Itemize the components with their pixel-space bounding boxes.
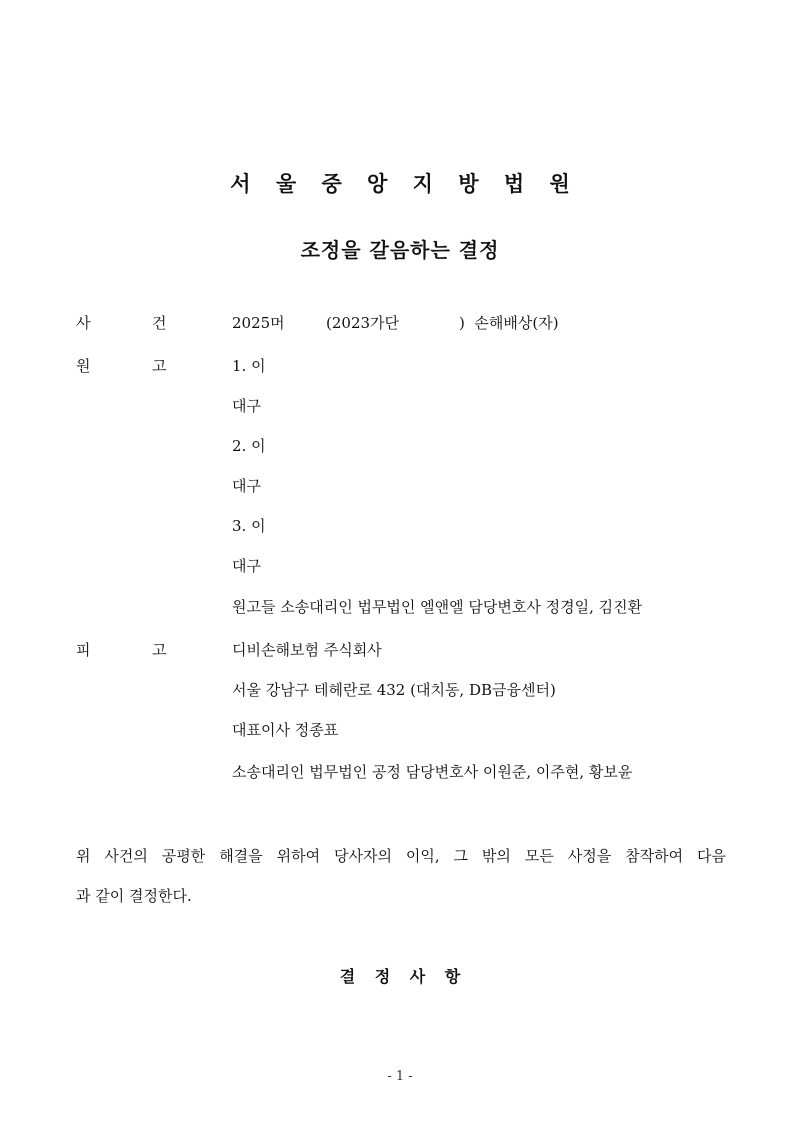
plaintiff-row-4: [0, 474, 800, 498]
plaintiff-attorneys: 원고들 소송대리인 법무법인 엘앤엘 담당변호사 정경일, 김진환: [232, 598, 643, 616]
original-case-number: (2023가단: [326, 314, 400, 332]
plaintiff-row-5: [0, 514, 800, 538]
case-number: 2025머: [232, 314, 285, 332]
plaintiff-label-second: 고: [152, 357, 167, 375]
plaintiff-row-7: [0, 595, 800, 619]
case-close-paren: ): [459, 314, 465, 332]
plaintiff-line: 1. 이: [232, 357, 266, 375]
document-title: 조정을 갈음하는 결정: [300, 238, 500, 262]
plaintiff-line: 2. 이: [232, 437, 266, 455]
plaintiff-label-first: 원: [76, 357, 91, 375]
defendant-row-3: [0, 718, 800, 742]
defendant-row-1: [0, 638, 800, 662]
case-label-second: 건: [152, 314, 167, 332]
defendant-row-2: [0, 678, 800, 702]
plaintiff-address: 대구: [232, 477, 261, 495]
court-name: 서 울 중 앙 지 방 법 원: [230, 172, 579, 196]
section-title: 결 정 사 항: [339, 967, 468, 986]
defendant-attorneys: 소송대리인 법무법인 공정 담당변호사 이원준, 이주현, 황보윤: [232, 763, 633, 781]
defendant-name: 디비손해보험 주식회사: [232, 641, 382, 659]
body-paragraph-line-2: 과 같이 결정한다.: [76, 887, 192, 905]
defendant-row-4: [0, 760, 800, 784]
plaintiff-address: 대구: [232, 557, 261, 575]
case-label-first: 사: [76, 314, 91, 332]
case-name: [459, 311, 559, 335]
plaintiff-line: 3. 이: [232, 517, 266, 535]
defendant-label-second: 고: [152, 641, 167, 659]
plaintiff-row-2: [0, 394, 800, 418]
body-paragraph-line-1: 위 사건의 공평한 해결을 위하여 당사자의 이익, 그 밖의 모든 사정을 참작하여 다음: [76, 847, 726, 865]
plaintiff-row-6: [0, 554, 800, 578]
plaintiff-address: 대구: [232, 397, 261, 415]
plaintiff-row-3: [0, 434, 800, 458]
plaintiff-row-1: [0, 354, 800, 378]
defendant-label-first: 피: [76, 641, 91, 659]
page-number: - 1 -: [387, 1069, 413, 1084]
defendant-representative: 대표이사 정종표: [232, 721, 339, 739]
case-title: 손해배상(자): [474, 314, 559, 332]
case-row: [0, 311, 800, 335]
defendant-address: 서울 강남구 테헤란로 432 (대치동, DB금융센터): [232, 681, 556, 699]
